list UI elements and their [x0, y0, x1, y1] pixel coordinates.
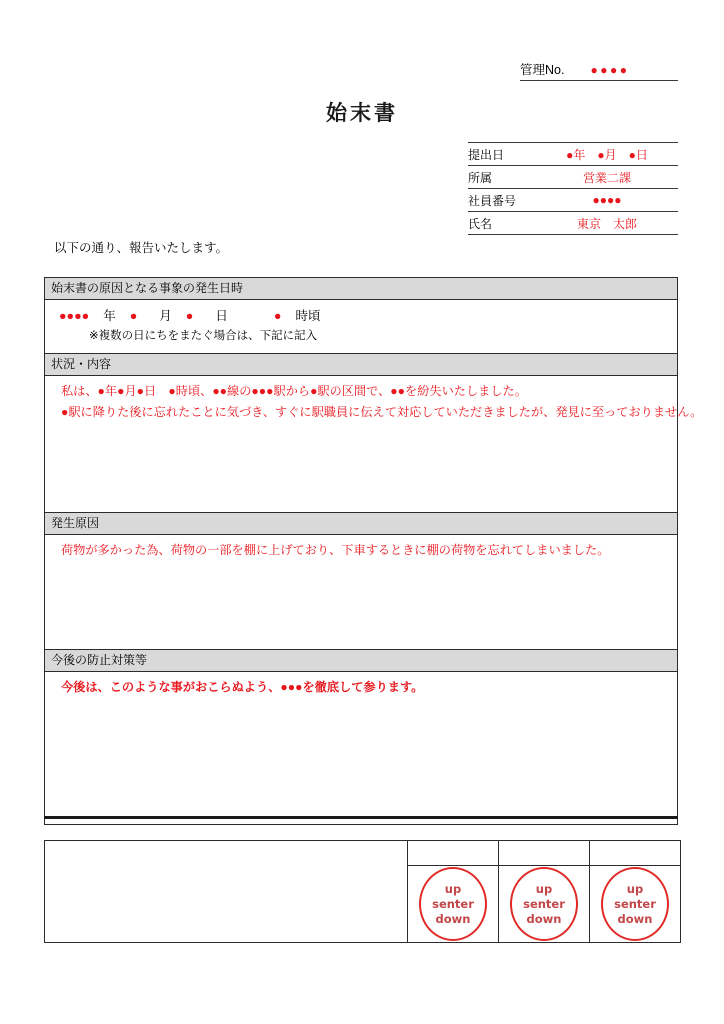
table-row: [468, 143, 678, 166]
table-row: [468, 166, 678, 189]
report-body-box: [44, 277, 703, 825]
prevention-line-1: 今後は、このような事がおこらぬよう、●●●を徹底して参ります。: [61, 680, 424, 694]
control-number-field: [520, 60, 678, 81]
stamp-line-up-1: up: [444, 881, 462, 896]
info-label-submission-date: 提出日: [468, 143, 542, 166]
table-row: [45, 841, 681, 866]
stamp-line-senter-1: senter: [432, 896, 474, 911]
approval-stamp-icon-2: [510, 867, 578, 941]
incident-month-label: 月: [159, 309, 172, 323]
incident-datetime-note: ※複数の日にちをまたぐ場合は、下記に記入: [89, 330, 318, 342]
approval-stamp-cell-1: [408, 866, 499, 943]
incident-hour-label: 時頃: [295, 309, 321, 323]
stamp-line-down-2: down: [526, 911, 562, 926]
section-header-status: 状況・内容: [45, 353, 677, 376]
section-body-datetime: [45, 300, 677, 353]
section-body-status: [45, 376, 703, 512]
incident-day-label: 日: [215, 309, 228, 323]
status-line-1: 私は、●年●月●日 ●時頃、●●線の●●●駅から●駅の区間で、●●を紛失いたしました。: [61, 384, 527, 398]
stamp-line-senter-3: senter: [614, 896, 656, 911]
info-value-submission-date: ●年 ●月 ●日: [542, 143, 678, 166]
incident-datetime-row: [55, 305, 667, 326]
incident-hour-dot: ●: [273, 309, 282, 323]
status-line-2: ●駅に降りた後に忘れたことに気づき、すぐに駅職員に伝えて対応していただきましたが、発見に至っておりません。: [61, 405, 703, 419]
info-label-name: 氏名: [468, 212, 542, 235]
section-body-prevention: [45, 672, 677, 824]
info-value-name: 東京 太郎: [542, 212, 678, 235]
section-body-cause: [45, 535, 677, 649]
section-header-cause: 発生原因: [45, 512, 677, 535]
approval-head-cell-2: [499, 841, 590, 866]
cause-line-1: 荷物が多かった為、荷物の一部を棚に上げており、下車するときに棚の荷物を忘れてしまいました。: [61, 543, 610, 557]
incident-month-dot: ●: [129, 309, 138, 323]
approval-stamp-cell-3: [590, 866, 681, 943]
stamp-line-senter-2: senter: [523, 896, 565, 911]
info-label-department: 所属: [468, 166, 542, 189]
control-number-label: 管理No.: [520, 63, 565, 77]
approval-stamp-icon-1: [419, 867, 487, 941]
control-number-value: ●●●●: [590, 63, 630, 77]
stamp-line-up-2: up: [535, 881, 553, 896]
page-title: 始末書: [326, 102, 398, 125]
incident-year-label: 年: [103, 309, 116, 323]
stamp-line-down-3: down: [617, 911, 653, 926]
table-row: [468, 212, 678, 235]
section-divider-rule: [44, 816, 678, 819]
info-value-employee-number: ●●●●: [542, 189, 678, 212]
approval-stamp-table: [44, 840, 681, 943]
info-value-department: 営業二課: [542, 166, 678, 189]
intro-text: 以下の通り、報告いたします。: [54, 241, 229, 255]
approval-head-cell-3: [590, 841, 681, 866]
incident-day-dot: ●: [185, 309, 194, 323]
section-header-prevention: 今後の防止対策等: [45, 649, 677, 672]
section-header-datetime: 始末書の原因となる事象の発生日時: [45, 278, 677, 300]
incident-year-dots: ●●●●: [59, 309, 90, 323]
stamp-line-up-3: up: [626, 881, 644, 896]
approval-stamp-cell-2: [499, 866, 590, 943]
table-row: [468, 189, 678, 212]
submitter-info-table: [468, 142, 678, 235]
approval-head-cell-1: [408, 841, 499, 866]
approval-stamp-icon-3: [601, 867, 669, 941]
stamp-line-down-1: down: [435, 911, 471, 926]
approval-notes-cell: [45, 841, 408, 943]
info-label-employee-number: 社員番号: [468, 189, 542, 212]
